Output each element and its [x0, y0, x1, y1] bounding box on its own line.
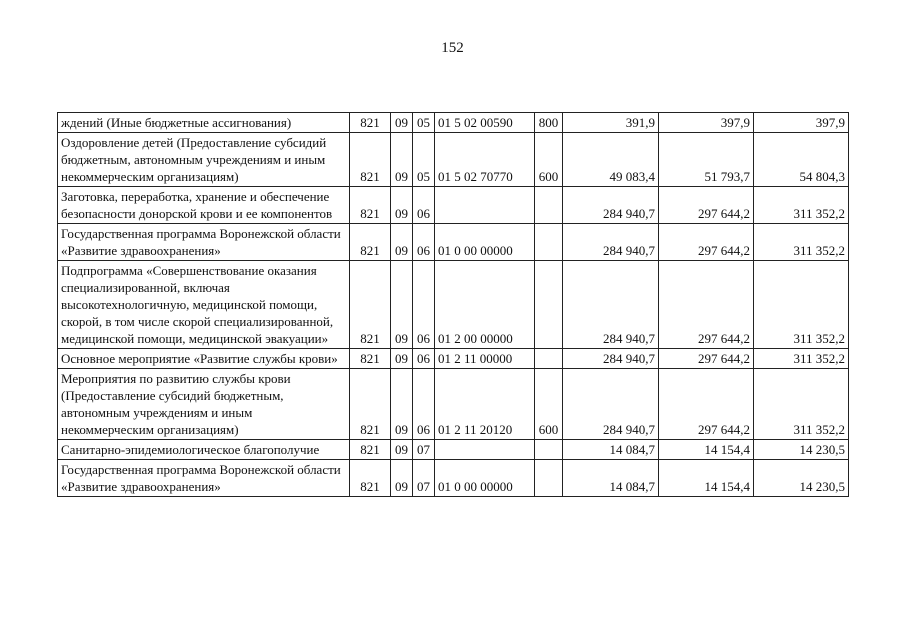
cell-subsection: 05 — [413, 133, 435, 187]
cell-amount-year-2: 14 154,4 — [659, 460, 754, 497]
table-row — [58, 440, 849, 460]
cell-amount-year-1: 391,9 — [563, 113, 659, 133]
cell-target-article: 01 5 02 00590 — [435, 113, 535, 133]
cell-ministry-code: 821 — [350, 460, 391, 497]
cell-name: ждений (Иные бюджетные ассигнования) — [58, 113, 350, 133]
table-row — [58, 113, 849, 133]
cell-name: Основное мероприятие «Развитие службы крови» — [58, 349, 350, 369]
cell-expense-type — [535, 349, 563, 369]
cell-amount-year-2: 297 644,2 — [659, 224, 754, 261]
cell-amount-year-1: 49 083,4 — [563, 133, 659, 187]
cell-amount-year-2: 297 644,2 — [659, 187, 754, 224]
cell-section: 09 — [391, 460, 413, 497]
cell-subsection: 05 — [413, 113, 435, 133]
cell-name: Санитарно-эпидемиологическое благополучие — [58, 440, 350, 460]
cell-ministry-code: 821 — [350, 440, 391, 460]
cell-subsection: 06 — [413, 187, 435, 224]
cell-amount-year-1: 14 084,7 — [563, 460, 659, 497]
cell-name: Оздоровление детей (Предоставление субсидий бюджетным, автономным учреждениям и иным некоммерческим организациям) — [58, 133, 350, 187]
cell-expense-type — [535, 187, 563, 224]
cell-amount-year-3: 311 352,2 — [754, 187, 849, 224]
cell-ministry-code: 821 — [350, 349, 391, 369]
budget-table — [57, 112, 849, 497]
cell-section: 09 — [391, 113, 413, 133]
cell-amount-year-2: 297 644,2 — [659, 349, 754, 369]
table-row — [58, 133, 849, 187]
cell-target-article: 01 5 02 70770 — [435, 133, 535, 187]
cell-ministry-code: 821 — [350, 113, 391, 133]
cell-name: Подпрограмма «Совершенствование оказания специализированной, включая высокотехнологичную, медицинской помощи, скорой, в том числе скорой специализированной, медицинской помощи, медицинской эвакуации» — [58, 261, 350, 349]
cell-amount-year-1: 284 940,7 — [563, 349, 659, 369]
cell-subsection: 06 — [413, 349, 435, 369]
cell-expense-type — [535, 440, 563, 460]
cell-amount-year-3: 311 352,2 — [754, 261, 849, 349]
cell-amount-year-2: 297 644,2 — [659, 369, 754, 440]
cell-amount-year-2: 397,9 — [659, 113, 754, 133]
cell-expense-type — [535, 224, 563, 261]
cell-amount-year-3: 311 352,2 — [754, 369, 849, 440]
cell-expense-type — [535, 460, 563, 497]
cell-ministry-code: 821 — [350, 133, 391, 187]
table-row — [58, 369, 849, 440]
cell-expense-type: 600 — [535, 133, 563, 187]
cell-subsection: 06 — [413, 261, 435, 349]
cell-amount-year-1: 284 940,7 — [563, 187, 659, 224]
cell-amount-year-2: 51 793,7 — [659, 133, 754, 187]
cell-ministry-code: 821 — [350, 369, 391, 440]
cell-section: 09 — [391, 187, 413, 224]
cell-section: 09 — [391, 261, 413, 349]
cell-target-article: 01 2 11 00000 — [435, 349, 535, 369]
cell-amount-year-1: 14 084,7 — [563, 440, 659, 460]
cell-amount-year-3: 14 230,5 — [754, 440, 849, 460]
cell-ministry-code: 821 — [350, 224, 391, 261]
table-row — [58, 187, 849, 224]
cell-target-article: 01 2 11 20120 — [435, 369, 535, 440]
cell-amount-year-2: 14 154,4 — [659, 440, 754, 460]
page-number: 152 — [441, 40, 464, 56]
cell-expense-type: 600 — [535, 369, 563, 440]
cell-name: Заготовка, переработка, хранение и обеспечение безопасности донорской крови и ее компонентов — [58, 187, 350, 224]
cell-amount-year-3: 311 352,2 — [754, 224, 849, 261]
cell-amount-year-3: 54 804,3 — [754, 133, 849, 187]
cell-section: 09 — [391, 349, 413, 369]
cell-section: 09 — [391, 369, 413, 440]
cell-ministry-code: 821 — [350, 187, 391, 224]
table-row — [58, 349, 849, 369]
cell-name: Мероприятия по развитию службы крови (Предоставление субсидий бюджетным, автономным учреждениям и иным некоммерческим организациям) — [58, 369, 350, 440]
cell-section: 09 — [391, 440, 413, 460]
table-body — [58, 113, 849, 497]
cell-expense-type — [535, 261, 563, 349]
cell-section: 09 — [391, 133, 413, 187]
cell-subsection: 06 — [413, 224, 435, 261]
cell-amount-year-3: 397,9 — [754, 113, 849, 133]
cell-target-article: 01 2 00 00000 — [435, 261, 535, 349]
table-row — [58, 261, 849, 349]
cell-ministry-code: 821 — [350, 261, 391, 349]
cell-amount-year-1: 284 940,7 — [563, 261, 659, 349]
cell-amount-year-3: 14 230,5 — [754, 460, 849, 497]
cell-subsection: 07 — [413, 460, 435, 497]
cell-target-article — [435, 440, 535, 460]
cell-expense-type: 800 — [535, 113, 563, 133]
cell-name: Государственная программа Воронежской области «Развитие здравоохранения» — [58, 460, 350, 497]
cell-section: 09 — [391, 224, 413, 261]
cell-name: Государственная программа Воронежской области «Развитие здравоохранения» — [58, 224, 350, 261]
cell-amount-year-1: 284 940,7 — [563, 224, 659, 261]
cell-subsection: 06 — [413, 369, 435, 440]
cell-amount-year-3: 311 352,2 — [754, 349, 849, 369]
cell-subsection: 07 — [413, 440, 435, 460]
cell-target-article: 01 0 00 00000 — [435, 460, 535, 497]
table-row — [58, 460, 849, 497]
cell-amount-year-1: 284 940,7 — [563, 369, 659, 440]
cell-target-article: 01 0 00 00000 — [435, 224, 535, 261]
cell-target-article — [435, 187, 535, 224]
table-row — [58, 224, 849, 261]
cell-amount-year-2: 297 644,2 — [659, 261, 754, 349]
